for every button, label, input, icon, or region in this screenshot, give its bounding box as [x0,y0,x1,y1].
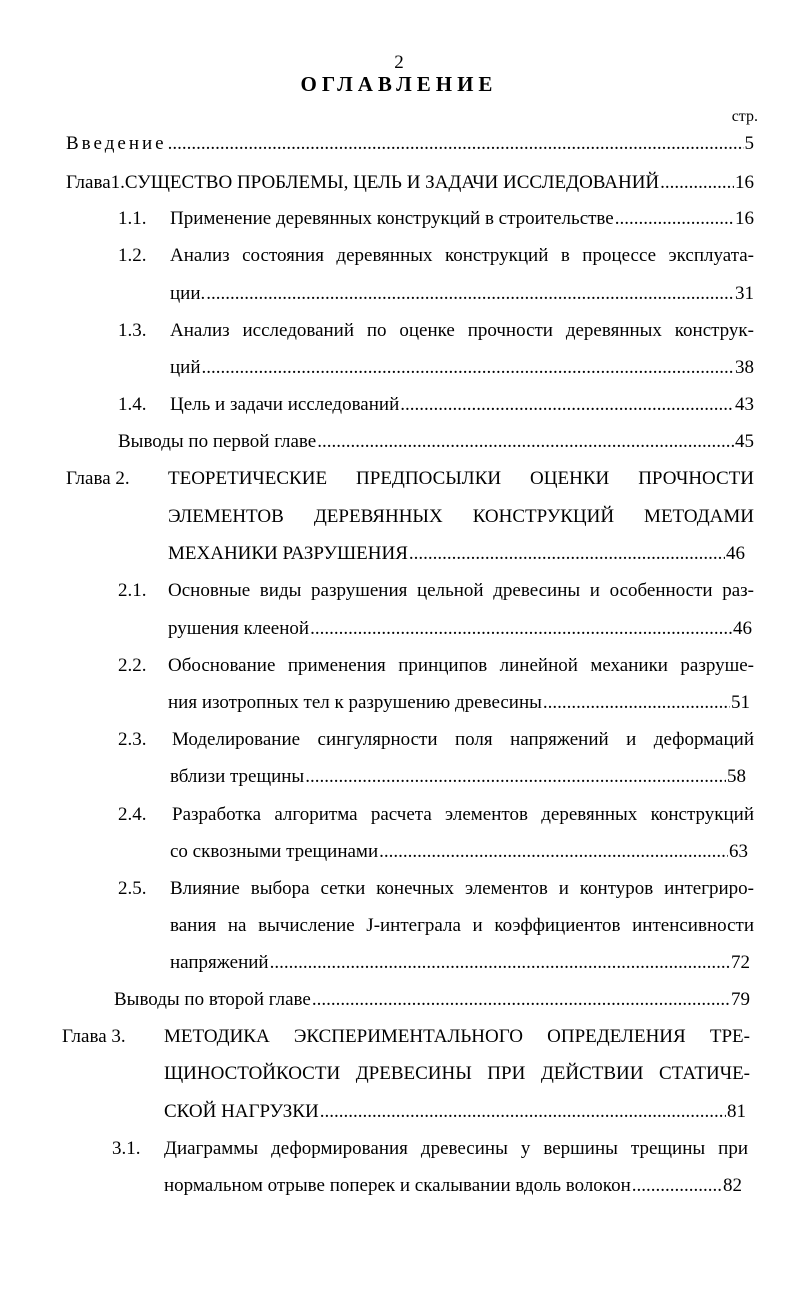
leader-dots [202,356,734,380]
toc-entry-chapter-3-line-2: ЩИНОСТОЙКОСТИ ДРЕВЕСИНЫ ПРИ ДЕЙСТВИИ СТАТИЧЕ- [164,1063,750,1084]
toc-entry-title: Выводы по второй главе [114,989,311,1010]
toc-entry-2-2-line-2 [168,691,750,715]
toc-entry-1-1 [170,207,754,231]
page-column-label: стр. [731,108,758,125]
toc-entry-2-4-line-2 [170,840,748,864]
toc-entry-title: Цель и задачи исследований [170,394,400,415]
toc-entry-2-3-line-1: Моделирование сингулярности поля напряжений и деформаций [172,729,754,750]
toc-section-number: 2.4. [118,804,147,825]
toc-entry-chapter-2-line-3 [168,542,745,566]
leader-dots [310,617,732,641]
toc-entry-page: 46 [726,543,745,564]
toc-section-number: 1.1. [118,208,147,229]
toc-entry-conclusions-2 [114,988,750,1012]
leader-dots [379,840,728,864]
toc-entry-1-3-line-1: Анализ исследований по оценке прочности деревянных конструк- [170,320,754,341]
toc-entry-page: 5 [744,133,754,154]
toc-entry-title: Выводы по первой главе [118,431,317,452]
toc-entry-page: 45 [735,431,754,452]
toc-entry-page: 43 [735,394,754,415]
toc-entry-title: вблизи трещины [170,766,305,787]
toc-section-number: 2.1. [118,580,147,601]
toc-entry-3-1-line-1: Диаграммы деформирования древесины у вершины трещины при [164,1138,748,1159]
toc-entry-page: 16 [735,208,754,229]
toc-entry-1-4 [170,393,754,417]
toc-entry-title: МЕХАНИКИ РАЗРУШЕНИЯ [168,543,408,564]
toc-section-number: 2.5. [118,878,147,899]
toc-entry-page: 51 [731,692,750,713]
toc-entry-2-5-line-3 [170,951,750,975]
toc-entry-1-2-line-1: Анализ состояния деревянных конструкций в процессе эксплуата- [170,245,754,266]
toc-entry-page: 81 [727,1101,746,1122]
toc-entry-2-1-line-2 [168,617,752,641]
toc-entry-title: СКОЙ НАГРУЗКИ [164,1101,319,1122]
toc-entry-title: Глава1.СУЩЕСТВО ПРОБЛЕМЫ, ЦЕЛЬ И ЗАДАЧИ ИССЛЕДОВАНИЙ [66,172,660,193]
toc-entry-chapter-2-line-2: ЭЛЕМЕНТОВ ДЕРЕВЯННЫХ КОНСТРУКЦИЙ МЕТОДАМИ [168,506,754,527]
toc-entry-1-2-line-2 [170,282,754,306]
toc-entry-title: рушения клееной [168,618,310,639]
toc-chapter-label: Глава 2. [66,468,130,489]
toc-entry-title: ции. [170,283,206,304]
toc-entry-2-2-line-1: Обоснование применения принципов линейной механики разруше- [168,655,754,676]
leader-dots [270,951,730,975]
toc-entry-intro [66,132,754,156]
toc-entry-2-3-line-2 [170,765,746,789]
toc-entry-page: 16 [735,172,754,193]
toc-entry-conclusions-1 [118,430,754,454]
leader-dots [615,207,734,231]
toc-entry-page: 72 [731,952,750,973]
toc-entry-page: 31 [735,283,754,304]
toc-entry-title: ций [170,357,201,378]
leader-dots [206,282,734,306]
toc-entry-2-5-line-1: Влияние выбора сетки конечных элементов и контуров интегриро- [170,878,754,899]
leader-dots [168,132,744,156]
toc-entry-title: Применение деревянных конструкций в строительстве [170,208,614,229]
toc-section-number: 1.2. [118,245,147,266]
toc-entry-1-3-line-2 [170,356,754,380]
toc-section-number: 1.4. [118,394,147,415]
toc-entry-title: со сквозными трещинами [170,841,379,862]
toc-entry-page: 79 [731,989,750,1010]
leader-dots [409,542,725,566]
toc-entry-chapter-3-line-1: МЕТОДИКА ЭКСПЕРИМЕНТАЛЬНОГО ОПРЕДЕЛЕНИЯ ТРЕ- [164,1026,750,1047]
toc-title: ОГЛАВЛЕНИЕ [300,72,498,96]
toc-entry-page: 58 [727,766,746,787]
toc-entry-2-1-line-1: Основные виды разрушения цельной древесины и особенности раз- [168,580,754,601]
leader-dots [632,1174,722,1198]
toc-section-number: 1.3. [118,320,147,341]
toc-entry-2-5-line-2: вания на вычисление J-интеграла и коэффициентов интенсивности [170,915,754,936]
toc-entry-page: 63 [729,841,748,862]
toc-section-number: 3.1. [112,1138,141,1159]
leader-dots [317,430,734,454]
leader-dots [543,691,730,715]
toc-entry-page: 38 [735,357,754,378]
leader-dots [660,171,734,195]
toc-entry-chapter-2-line-1: ТЕОРЕТИЧЕСКИЕ ПРЕДПОСЫЛКИ ОЦЕНКИ ПРОЧНОСТИ [168,468,754,489]
toc-chapter-label: Глава 3. [62,1026,126,1047]
toc-entry-title: напряжений [170,952,269,973]
page-number: 2 [394,52,404,73]
toc-section-number: 2.2. [118,655,147,676]
toc-entry-3-1-line-2 [164,1174,742,1198]
toc-entry-page: 46 [733,618,752,639]
leader-dots [305,765,726,789]
toc-entry-chapter-1 [66,171,754,195]
leader-dots [320,1100,726,1124]
toc-entry-2-4-line-1: Разработка алгоритма расчета элементов деревянных конструкций [172,804,754,825]
toc-entry-title: ния изотропных тел к разрушению древесины [168,692,542,713]
toc-section-number: 2.3. [118,729,147,750]
leader-dots [312,988,730,1012]
leader-dots [400,393,734,417]
toc-entry-title: нормальном отрыве поперек и скалывании вдоль волокон [164,1175,631,1196]
toc-entry-title: Введение [66,133,167,154]
toc-entry-page: 82 [723,1175,742,1196]
toc-entry-chapter-3-line-3 [164,1100,746,1124]
